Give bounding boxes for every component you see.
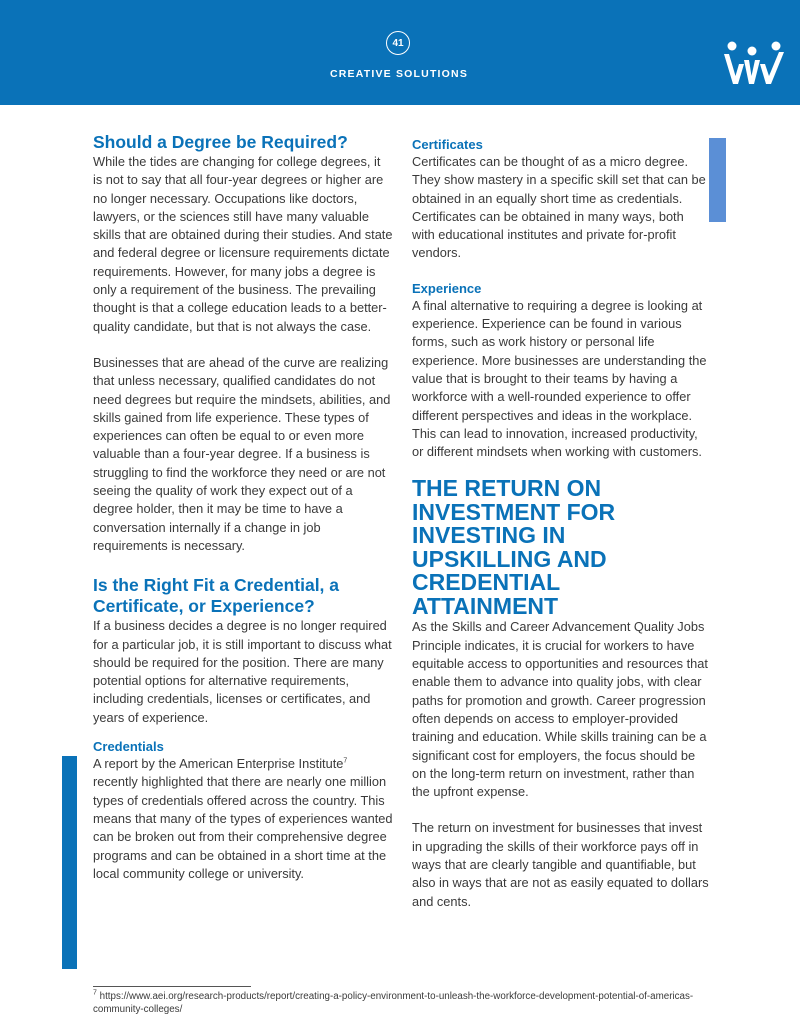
- page-number: 41: [386, 31, 410, 55]
- credentials-text-a: A report by the American Enterprise Institute: [93, 756, 344, 772]
- experience-paragraph: A final alternative to requiring a degree is looking at experience. Experience can be found in various forms, such as work history or personal life experience. More businesses are understanding the value that is brought to their teams by having a workforce with a well-rounded experience to offer different perspectives and ideas in the workplace. This can lead to innovation, increased productivity, or different mindsets when working with customers.: [412, 297, 707, 460]
- footnote-marker: 7: [343, 757, 348, 765]
- people-logo-icon: [722, 40, 786, 88]
- section-title: CREATIVE SOLUTIONS: [329, 68, 469, 80]
- accent-bar-left: [62, 756, 77, 969]
- roi-paragraph-1: As the Skills and Career Advancement Quality Jobs Principle indicates, it is crucial for workers to have equitable access to opportunities and resources that enable them to advance into quality jobs, with clear paths for promotion and growth. Career progression often depends on access to employer-provided training and education. While skills training can be a significant cost for employers, the focus should be on the long-term return on investment, rather than the upfront expense.: [412, 619, 708, 800]
- footnote-divider: [93, 986, 251, 987]
- experience-heading: Experience: [412, 280, 482, 296]
- roi-paragraph-2: The return on investment for businesses that invest in upgrading the skills of their workforce pays off in ways that are clearly tangible and quantifiable, but also in ways that are not as easily equated to dollars and cents.: [412, 820, 709, 909]
- degree-paragraph-1: While the tides are changing for college degrees, it is not to say that all four-year degrees or higher are no longer necessary. Occupations like doctors, lawyers, or the sciences still have many valuable skills that are obtained during their studies. And state and federal degree or licensure requirements dictate requirements. However, for many jobs a degree is only a requirement of the business. The prevailing thought is that a college education leads to a better-quality candidate, but that is not always the case.: [93, 154, 393, 334]
- credentials-text-b: recently highlighted that there are nearly one million types of credentials offered across the country. This means that many of the types of experiences wanted can be broken out from their comprehensive degree programs and can be obtained in a short time at the local community college or university.: [93, 774, 393, 881]
- fit-heading: Is the Right Fit a Credential, a Certificate, or Experience?: [93, 575, 340, 617]
- page-header: [0, 0, 800, 105]
- degree-heading: Should a Degree be Required?: [93, 132, 348, 152]
- degree-paragraph-2: Businesses that are ahead of the curve are realizing that unless necessary, qualified candidates do not need degrees but require the mindsets, abilities, and skills gained from life experience. These types of experiences can often be equal to or even more valuable than a four-year degree. If a business is struggling to find the workforce they need or are not seeing the quality of work they expect out of a degree holder, then it may be time to have a conversation internally if a change in job requirements is necessary.: [93, 354, 391, 553]
- credentials-heading: Credentials: [93, 739, 164, 755]
- footnote-number: 7: [93, 989, 97, 997]
- footnote-link[interactable]: https://www.aei.org/research-products/report/creating-a-policy-environment-to-unleash-the-workforce-development-potential-of-americas-community-colleges/: [93, 991, 694, 1015]
- accent-bar-top: [709, 138, 726, 222]
- credentials-paragraph: [93, 755, 393, 883]
- fit-paragraph: If a business decides a degree is no longer required for a particular job, it is still important to discuss what should be required for the position. There are many potential options for alternative requirements, including credentials, licenses or certificates, and years of experience.: [93, 618, 392, 725]
- roi-heading: THE RETURN ON INVESTMENT FOR INVESTING IN UPSKILLING AND CREDENTIAL ATTAINMENT: [412, 475, 616, 619]
- footnote: [93, 990, 713, 1016]
- certificates-paragraph: Certificates can be thought of as a micro degree. They show mastery in a specific skill set that can be obtained in an equally short time as credentials. Certificates can be obtained in many ways, both with educational institutes and private for-profit vendors.: [412, 154, 706, 261]
- left-column: [93, 132, 393, 883]
- certificates-heading: Certificates: [412, 137, 483, 152]
- right-column: [412, 137, 710, 911]
